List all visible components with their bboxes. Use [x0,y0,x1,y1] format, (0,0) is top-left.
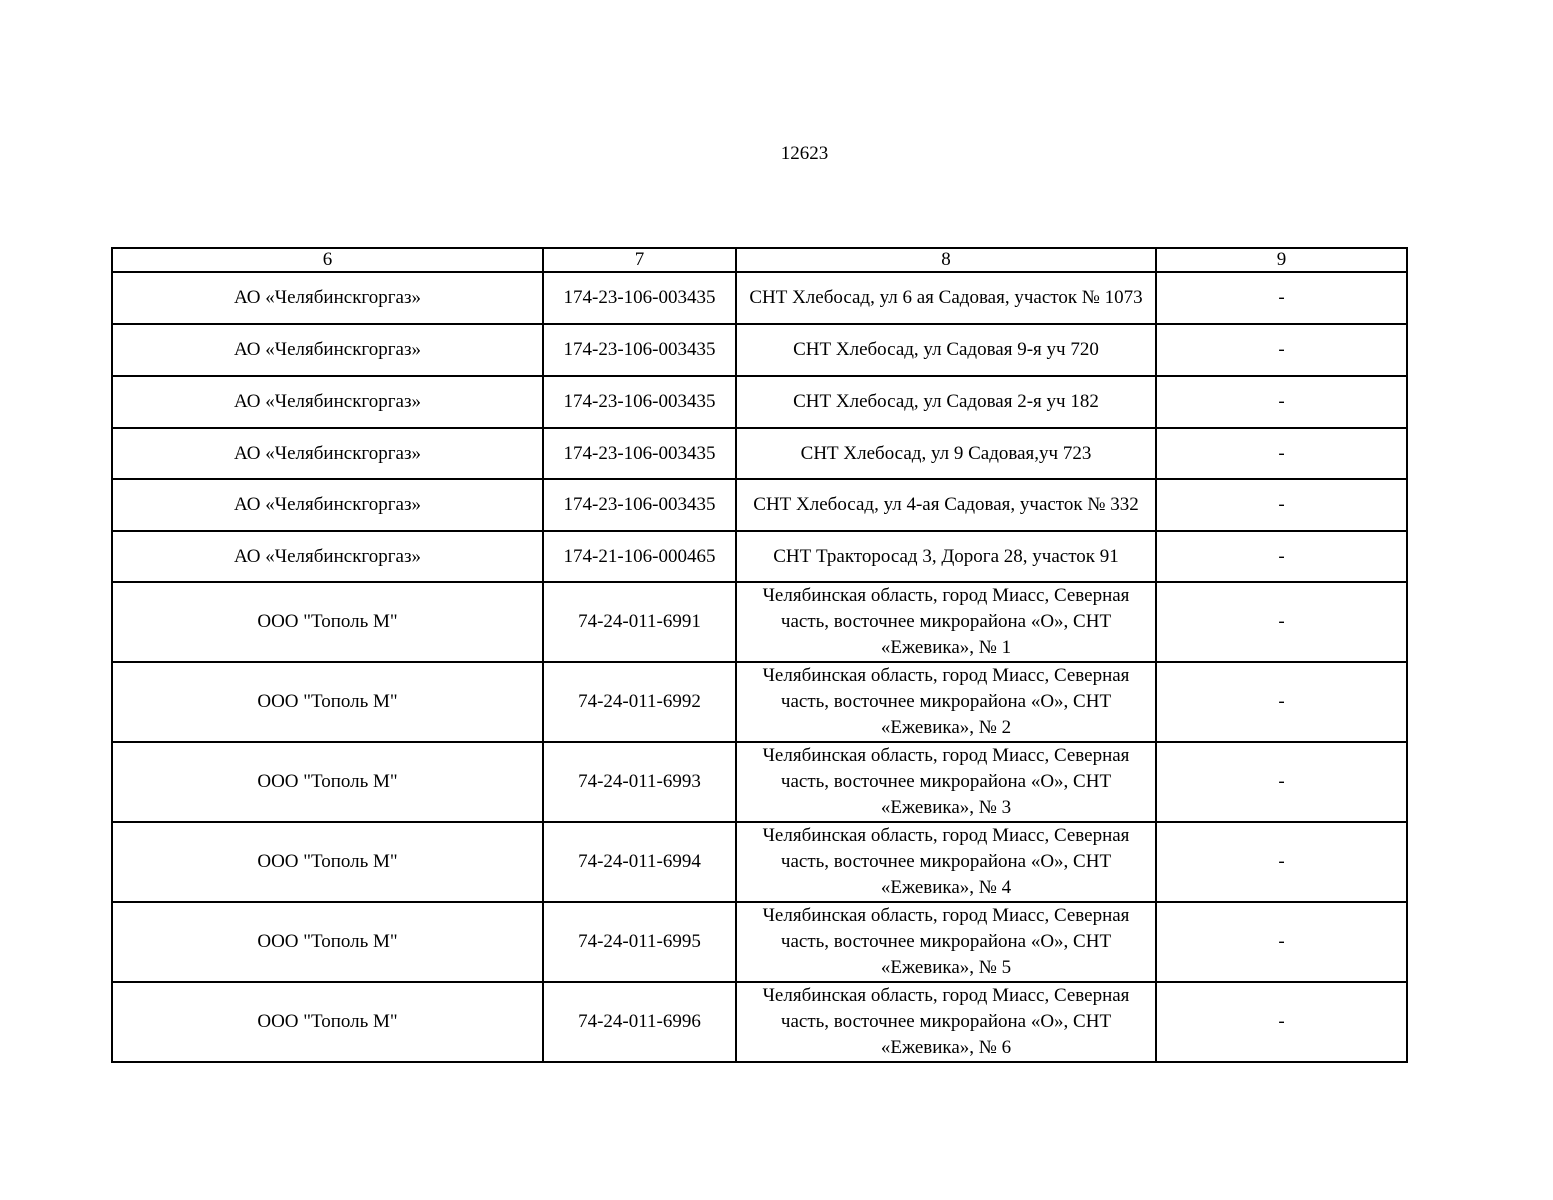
cell-code: 174-21-106-000465 [543,531,736,582]
cell-note: - [1156,902,1407,982]
cell-code: 74-24-011-6993 [543,742,736,822]
cell-note: - [1156,376,1407,428]
cell-address: Челябинская область, город Миасс, Северная часть, восточнее микрорайона «О», СНТ «Ежевика», № 1 [736,582,1156,662]
cell-note: - [1156,662,1407,742]
table-row [112,822,1407,902]
table-body [112,272,1407,1062]
cell-organization: АО «Челябинскгоргаз» [112,531,543,582]
table-row [112,428,1407,479]
cell-address: Челябинская область, город Миасс, Северная часть, восточнее микрорайона «О», СНТ «Ежевика», № 5 [736,902,1156,982]
cell-address: СНТ Тракторосад 3, Дорога 28, участок 91 [736,531,1156,582]
cell-note: - [1156,479,1407,531]
table-row [112,742,1407,822]
cell-address: СНТ Хлебосад, ул Садовая 9-я уч 720 [736,324,1156,376]
cell-note: - [1156,428,1407,479]
cell-code: 174-23-106-003435 [543,272,736,324]
cell-code: 174-23-106-003435 [543,428,736,479]
table-row [112,376,1407,428]
table-row [112,324,1407,376]
cell-code: 74-24-011-6994 [543,822,736,902]
cell-organization: АО «Челябинскгоргаз» [112,376,543,428]
table-row [112,479,1407,531]
cell-note: - [1156,324,1407,376]
cell-organization: ООО "Тополь М" [112,822,543,902]
column-header-9: 9 [1156,248,1407,272]
cell-note: - [1156,742,1407,822]
cell-code: 174-23-106-003435 [543,376,736,428]
cell-note: - [1156,272,1407,324]
cell-address: Челябинская область, город Миасс, Северная часть, восточнее микрорайона «О», СНТ «Ежевика», № 6 [736,982,1156,1062]
table-row [112,902,1407,982]
cell-organization: АО «Челябинскгоргаз» [112,272,543,324]
table-row [112,531,1407,582]
cell-organization: ООО "Тополь М" [112,662,543,742]
cell-organization: ООО "Тополь М" [112,982,543,1062]
cell-organization: АО «Челябинскгоргаз» [112,479,543,531]
cell-organization: ООО "Тополь М" [112,742,543,822]
cell-code: 74-24-011-6996 [543,982,736,1062]
cell-note: - [1156,582,1407,662]
page-number: 12623 [780,143,829,164]
column-header-8: 8 [736,248,1156,272]
cell-organization: ООО "Тополь М" [112,902,543,982]
table-row [112,982,1407,1062]
header-row [112,248,1407,272]
cell-organization: ООО "Тополь М" [112,582,543,662]
cell-address: СНТ Хлебосад, ул Садовая 2-я уч 182 [736,376,1156,428]
column-header-7: 7 [543,248,736,272]
registry-table [111,247,1408,1063]
cell-code: 74-24-011-6995 [543,902,736,982]
cell-code: 74-24-011-6992 [543,662,736,742]
cell-address: СНТ Хлебосад, ул 4-ая Садовая, участок № 332 [736,479,1156,531]
cell-address: СНТ Хлебосад, ул 6 ая Садовая, участок № 1073 [736,272,1156,324]
cell-note: - [1156,822,1407,902]
table-header [112,248,1407,272]
cell-code: 74-24-011-6991 [543,582,736,662]
cell-note: - [1156,982,1407,1062]
column-header-6: 6 [112,248,543,272]
cell-address: Челябинская область, город Миасс, Северная часть, восточнее микрорайона «О», СНТ «Ежевика», № 2 [736,662,1156,742]
cell-note: - [1156,531,1407,582]
cell-code: 174-23-106-003435 [543,479,736,531]
cell-address: СНТ Хлебосад, ул 9 Садовая,уч 723 [736,428,1156,479]
cell-organization: АО «Челябинскгоргаз» [112,324,543,376]
table-row [112,272,1407,324]
cell-address: Челябинская область, город Миасс, Северная часть, восточнее микрорайона «О», СНТ «Ежевика», № 3 [736,742,1156,822]
table-row [112,662,1407,742]
cell-address: Челябинская область, город Миасс, Северная часть, восточнее микрорайона «О», СНТ «Ежевика», № 4 [736,822,1156,902]
table-row [112,582,1407,662]
cell-code: 174-23-106-003435 [543,324,736,376]
cell-organization: АО «Челябинскгоргаз» [112,428,543,479]
